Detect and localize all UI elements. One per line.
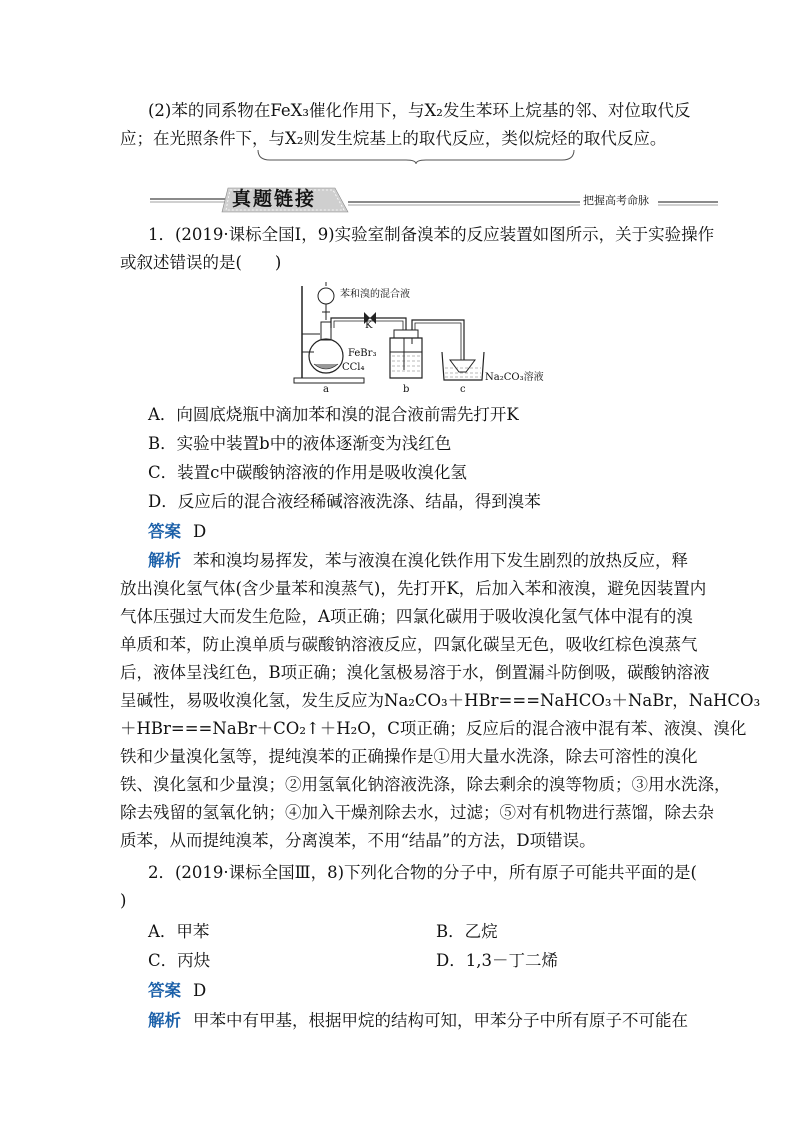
section-tag: 把握高考命脉: [583, 194, 649, 207]
q1-answer-label: 答案: [148, 522, 181, 541]
q1-analysis-line-6: 呈碱性，易吸收溴化氢，发生反应为Na₂CO₃＋HBr===NaHCO₃＋NaBr，NaHCO₃: [120, 691, 761, 710]
q2-option-c: C．丙炔: [148, 951, 211, 970]
figure-label-valve: K: [365, 320, 373, 331]
q2-analysis-line-1: [148, 1010, 688, 1032]
figure-label-a: a: [323, 384, 329, 395]
q2-stem-line-2: ): [120, 891, 127, 910]
q1-analysis-label: 解析: [148, 551, 181, 570]
q1-option-b: B．实验中装置b中的液体逐渐变为浅红色: [148, 434, 452, 453]
q1-option-c: C．装置c中碳酸钠溶液的作用是吸收溴化氢: [148, 463, 467, 482]
figure-label-solvent: CCl₄: [342, 362, 365, 373]
q1-answer-value: D: [193, 522, 207, 541]
q1-analysis-line-8: 铁和少量溴化氢等，提纯溴苯的正确操作是①用大量水洗涤，除去可溶性的溴化: [120, 747, 698, 766]
q1-stem-line-1: 1．(2019·课标全国Ⅰ，9)实验室制备溴苯的反应装置如图所示，关于实验操作: [148, 225, 715, 244]
q2-option-b: B．乙烷: [436, 922, 498, 941]
q1-analysis-line-10: 除去残留的氢氧化钠；④加入干燥剂除去水，过滤；⑤对有机物进行蒸馏，除去杂: [120, 803, 714, 822]
q2-stem-line-1: 2．(2019·课标全国Ⅲ，8)下列化合物的分子中，所有原子可能共平面的是(: [148, 863, 697, 882]
q2-analysis-text-1: 甲苯中有甲基，根据甲烷的结构可知，甲苯分子中所有原子不可能在: [193, 1011, 688, 1030]
q1-analysis-line-5: 后，液体呈浅红色，B项正确；溴化氢极易溶于水，倒置漏斗防倒吸，碳酸钠溶液: [120, 663, 710, 682]
intro-line-2: 应；在光照条件下，与X₂则发生烷基上的取代反应，类似烷烃的取代反应。: [120, 129, 667, 148]
section-title: 真题链接: [232, 188, 317, 210]
q1-answer: [148, 521, 206, 543]
q1-option-a: A．向圆底烧瓶中滴加苯和溴的混合液前需先打开K: [148, 405, 519, 424]
figure-label-mixture: 苯和溴的混合液: [340, 289, 410, 300]
q1-analysis-line-7: ＋HBr===NaBr＋CO₂↑＋H₂O，C项正确；反应后的混合液中混有苯、液溴、溴化: [120, 719, 747, 738]
q2-answer-label: 答案: [148, 981, 181, 1000]
figure-label-beaker: Na₂CO₃溶液: [485, 372, 544, 383]
intro-line-1: (2)苯的同系物在FeX₃催化作用下，与X₂发生苯环上烷基的邻、对位取代反: [148, 101, 691, 120]
q2-answer-value: D: [193, 981, 207, 1000]
q2-answer: [148, 980, 206, 1002]
q1-analysis-line-2: 放出溴化氢气体(含少量苯和溴蒸气)，先打开K，后加入苯和液溴，避免因装置内: [120, 579, 707, 598]
q2-analysis-label: 解析: [148, 1011, 181, 1030]
q1-analysis-line-9: 铁、溴化氢和少量溴；②用氢氧化钠溶液洗涤，除去剩余的溴等物质；③用水洗涤，: [120, 775, 731, 794]
q1-analysis-line-4: 单质和苯，防止溴单质与碳酸钠溶液反应，四氯化碳呈无色，吸收红棕色溴蒸气: [120, 635, 698, 654]
q1-stem-line-2: 或叙述错误的是( ): [120, 253, 282, 272]
q1-analysis-text-1: 苯和溴均易挥发，苯与液溴在溴化铁作用下发生剧烈的放热反应，释: [193, 551, 688, 570]
q1-analysis-line-11: 质苯，从而提纯溴苯，分离溴苯，不用“结晶”的方法，D项错误。: [120, 831, 596, 850]
brace-decoration: [256, 150, 576, 164]
q1-analysis-line-3: 气体压强过大而发生危险，A项正确；四氯化碳用于吸收溴化氢气体中混有的溴: [120, 607, 693, 626]
figure-label-catalyst: FeBr₃: [348, 348, 377, 359]
q1-analysis-line-1: [148, 550, 688, 572]
figure-label-c: c: [460, 384, 466, 395]
q2-option-a: A．甲苯: [148, 922, 210, 941]
q1-option-d: D．反应后的混合液经稀碱溶液洗涤、结晶，得到溴苯: [148, 492, 541, 511]
q2-option-d: D．1,3－丁二烯: [436, 951, 558, 970]
figure-label-b: b: [403, 384, 410, 395]
